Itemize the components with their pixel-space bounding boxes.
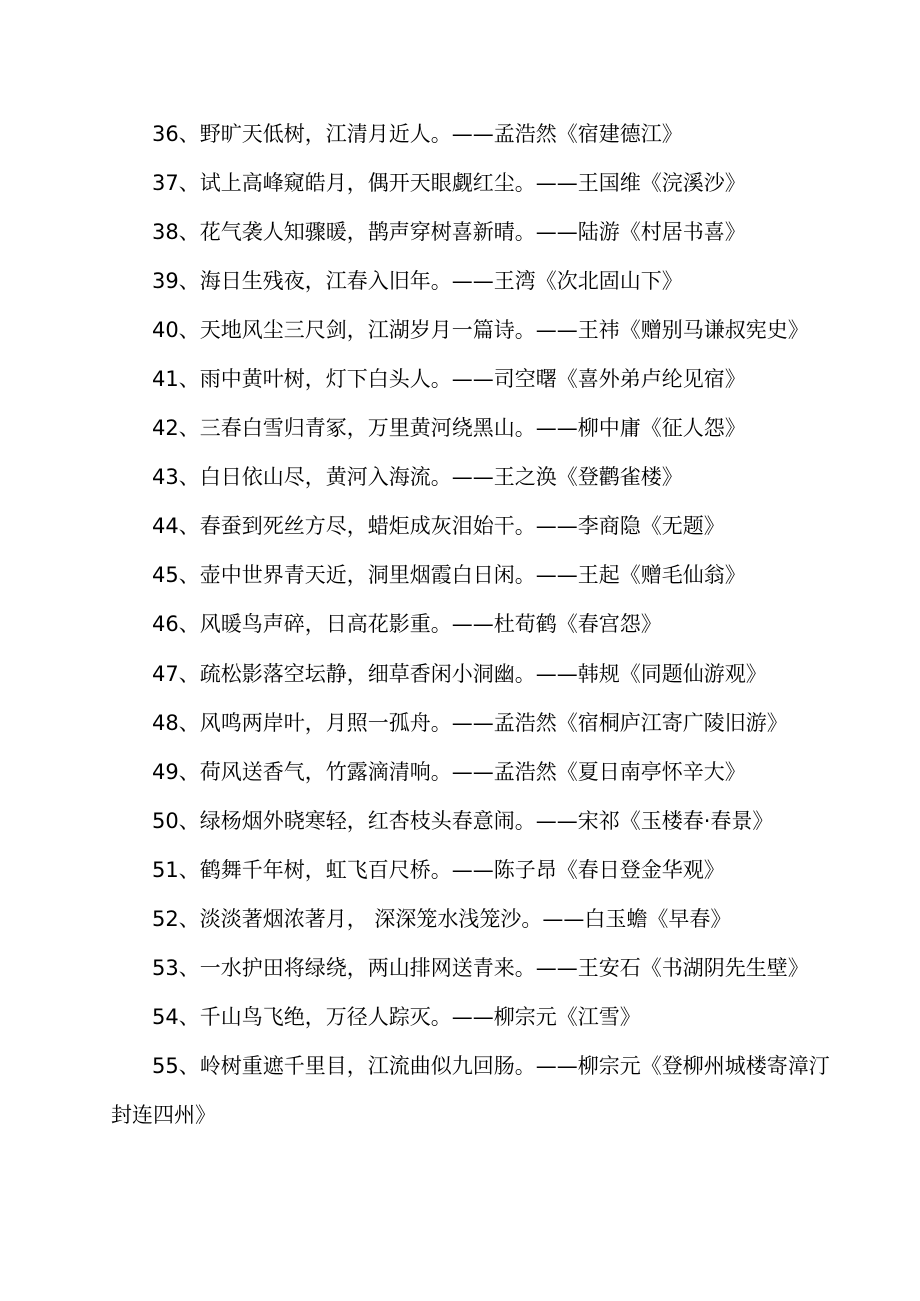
poem-text: 38、花气袭人知骤暖，鹊声穿树喜新晴。——陆游《村居书喜》 <box>152 220 746 245</box>
poem-line-47 <box>0 650 920 699</box>
poem-text: 49、荷风送香气，竹露滴清响。——孟浩然《夏日南亭怀辛大》 <box>152 759 746 784</box>
poem-line-42 <box>0 404 920 453</box>
poem-line-37 <box>0 159 920 208</box>
poem-text: 44、春蚕到死丝方尽，蜡炬成灰泪始干。——李商隐《无题》 <box>152 514 725 539</box>
poem-line-38 <box>0 208 920 257</box>
poem-text: 41、雨中黄叶树，灯下白头人。——司空曙《喜外弟卢纶见宿》 <box>152 367 746 392</box>
poem-text: 43、白日依山尽，黄河入海流。——王之涣《登鹳雀楼》 <box>152 465 683 490</box>
poem-list <box>0 110 920 1140</box>
poem-line-48 <box>0 699 920 748</box>
poem-line-44 <box>0 502 920 551</box>
poem-line-53 <box>0 944 920 993</box>
poem-line-36 <box>0 110 920 159</box>
poem-text: 46、风暖鸟声碎，日高花影重。——杜荀鹤《春宫怨》 <box>152 612 662 637</box>
poem-line-52 <box>0 895 920 944</box>
poem-text: 51、鹤舞千年树，虹飞百尺桥。——陈子昂《春日登金华观》 <box>152 857 725 882</box>
poem-line-39 <box>0 257 920 306</box>
poem-text: 37、试上高峰窥皓月，偶开天眼觑红尘。——王国维《浣溪沙》 <box>152 171 746 196</box>
poem-text: 封连四州》 <box>111 1102 216 1127</box>
poem-line-50 <box>0 797 920 846</box>
poem-line-51 <box>0 846 920 895</box>
poem-line-54 <box>0 993 920 1042</box>
poem-line-40 <box>0 306 920 355</box>
poem-text: 50、绿杨烟外晓寒轻，红杏枝头春意闹。——宋祁《玉楼春·春景》 <box>152 808 774 833</box>
poem-line-41 <box>0 355 920 404</box>
poem-line-45 <box>0 551 920 600</box>
poem-text: 52、淡淡著烟浓著月， 深深笼水浅笼沙。——白玉蟾《早春》 <box>152 906 732 931</box>
poem-text: 39、海日生残夜，江春入旧年。——王湾《次北固山下》 <box>152 269 683 294</box>
poem-text: 36、野旷天低树，江清月近人。——孟浩然《宿建德江》 <box>152 122 683 146</box>
poem-line-55 <box>0 1042 920 1091</box>
poem-text: 48、风鸣两岸叶，月照一孤舟。——孟浩然《宿桐庐江寄广陵旧游》 <box>152 710 788 735</box>
poem-text: 55、岭树重遮千里目，江流曲似九回肠。——柳宗元《登柳州城楼寄漳汀 <box>152 1053 830 1078</box>
poem-line-43 <box>0 453 920 502</box>
poem-text: 45、壶中世界青天近，洞里烟霞白日闲。——王起《赠毛仙翁》 <box>152 563 746 588</box>
poem-text: 40、天地风尘三尺剑，江湖岁月一篇诗。——王祎《赠别马谦叔宪史》 <box>152 318 809 343</box>
poem-text: 42、三春白雪归青冢，万里黄河绕黑山。——柳中庸《征人怨》 <box>152 416 746 441</box>
poem-text: 47、疏松影落空坛静，细草香闲小洞幽。——韩规《同题仙游观》 <box>152 661 767 686</box>
poem-line-55-continuation <box>0 1091 920 1140</box>
poem-text: 54、千山鸟飞绝，万径人踪灭。——柳宗元《江雪》 <box>152 1004 641 1029</box>
poem-line-49 <box>0 748 920 797</box>
poem-line-46 <box>0 600 920 649</box>
poem-text: 53、一水护田将绿绕，两山排网送青来。——王安石《书湖阴先生壁》 <box>152 955 809 980</box>
